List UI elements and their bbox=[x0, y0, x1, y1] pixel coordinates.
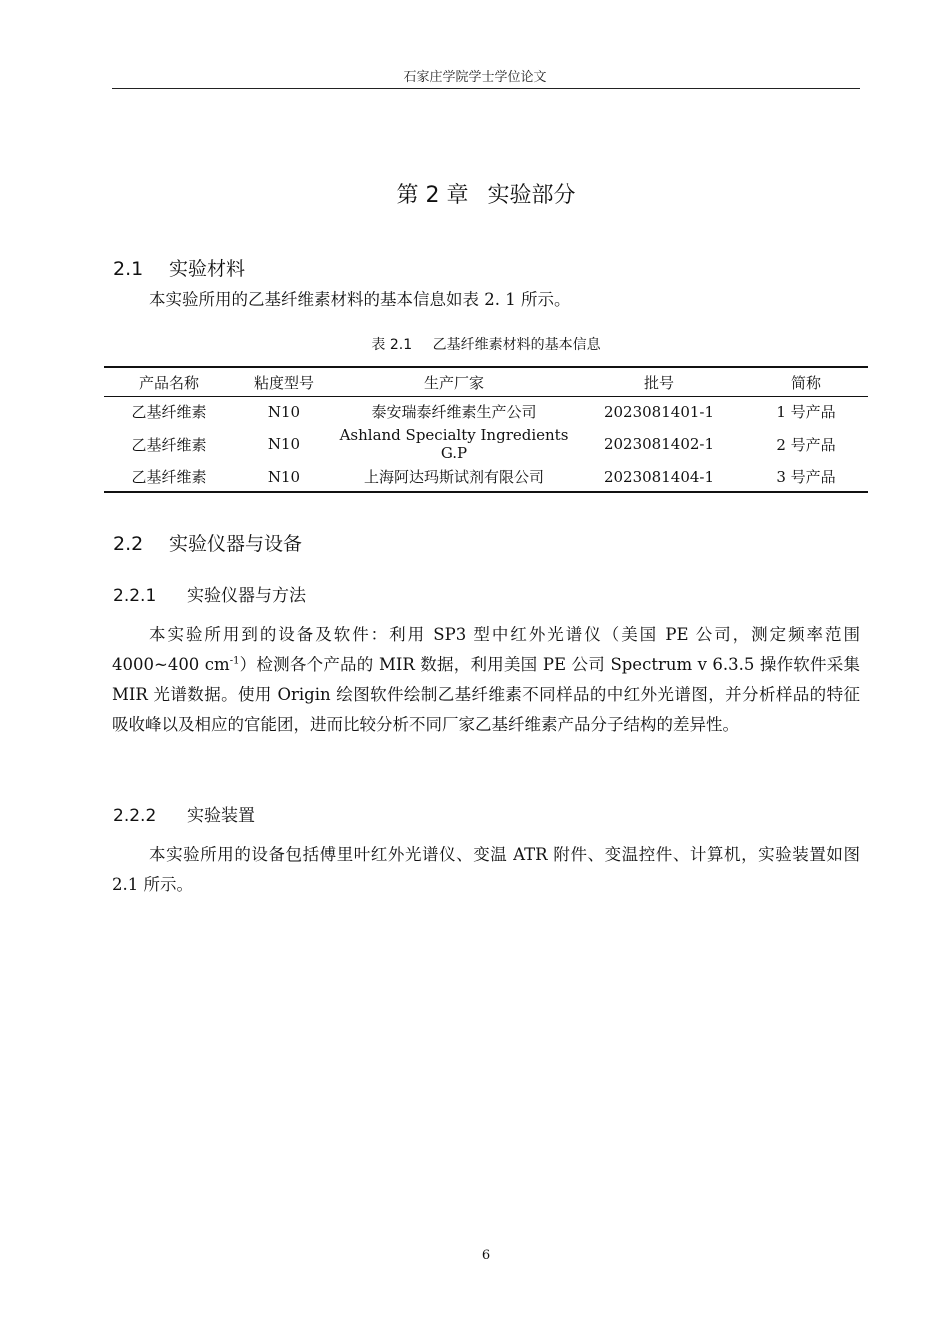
table-row bbox=[104, 397, 868, 427]
section-2-1-heading bbox=[113, 254, 245, 281]
table-cell: N10 bbox=[267, 435, 301, 453]
subsection-2-2-1-paragraph bbox=[112, 620, 860, 740]
subsection-title: 实验装置 bbox=[187, 806, 255, 826]
section-number: 2.1 bbox=[113, 258, 144, 280]
column-header: 批号 bbox=[574, 367, 744, 397]
table-cell: 2023081402-1 bbox=[603, 435, 715, 453]
table-cell: N10 bbox=[267, 467, 301, 486]
paragraph-text: ）检测各个产品的 MIR 数据，利用美国 PE 公司 Spectrum v 6.3.5 操作软件采集 MIR 光谱数据。使用 Origin 绘图软件绘制乙基纤维素不同样品的中红外光谱图，并分析样品的特征吸收峰以及相应的官能团，进而比较分析不同厂家乙基纤维素产品分子结构的差异性。 bbox=[112, 655, 860, 734]
header-rule bbox=[112, 88, 860, 89]
table-cell: 3 号产品 bbox=[776, 468, 836, 486]
subsection-number: 2.2.2 bbox=[113, 806, 157, 826]
chapter-title bbox=[0, 178, 950, 209]
table-row bbox=[104, 462, 868, 492]
table-cell: 2 号产品 bbox=[776, 435, 836, 454]
subsection-number: 2.2.1 bbox=[113, 586, 157, 606]
section-number: 2.2 bbox=[113, 533, 144, 555]
running-header: 石家庄学院学士学位论文 bbox=[403, 70, 547, 85]
paragraph-text: 本实验所用到的设备及软件：利用 SP3 型中红外光谱仪（美国 PE 公司，测定频率范围 4000~400 cm bbox=[112, 625, 860, 674]
subsection-2-2-2-heading bbox=[113, 801, 255, 826]
superscript: -1 bbox=[229, 655, 240, 667]
materials-table bbox=[104, 366, 868, 493]
table-cell: 2023081404-1 bbox=[603, 467, 715, 486]
table-cell: 1 号产品 bbox=[776, 403, 836, 421]
column-header: 简称 bbox=[744, 367, 868, 397]
table-cell: 上海阿达玛斯试剂有限公司 bbox=[363, 468, 544, 486]
table-cell: 乙基纤维素 bbox=[131, 435, 207, 454]
table-cell: 乙基纤维素 bbox=[131, 468, 207, 486]
section-title: 实验材料 bbox=[169, 258, 246, 280]
subsection-2-2-1-heading bbox=[113, 581, 306, 606]
table-cell: 2023081401-1 bbox=[603, 402, 715, 421]
table-header-row bbox=[104, 367, 868, 397]
table-cell: Ashland Specialty Ingredients G.P bbox=[339, 426, 569, 462]
table-caption-title: 乙基纤维素材料的基本信息 bbox=[432, 337, 601, 353]
column-header: 生产厂家 bbox=[334, 367, 574, 397]
table-row bbox=[104, 426, 868, 462]
table-cell: N10 bbox=[267, 402, 301, 421]
table-caption-number: 表 2.1 bbox=[371, 337, 413, 353]
subsection-title: 实验仪器与方法 bbox=[187, 586, 306, 606]
page-number: 6 bbox=[481, 1248, 491, 1263]
column-header: 产品名称 bbox=[104, 367, 234, 397]
table-cell: 乙基纤维素 bbox=[131, 403, 207, 421]
column-header: 粘度型号 bbox=[234, 367, 334, 397]
section-title: 实验仪器与设备 bbox=[169, 533, 303, 555]
table-cell: 泰安瑞泰纤维素生产公司 bbox=[371, 403, 537, 421]
chapter-number: 第 2 章 bbox=[396, 183, 469, 208]
chapter-name: 实验部分 bbox=[487, 183, 576, 208]
section-2-1-paragraph: 本实验所用的乙基纤维素材料的基本信息如表 2. 1 所示。 bbox=[149, 290, 571, 309]
subsection-2-2-2-paragraph: 本实验所用的设备包括傅里叶红外光谱仪、变温 ATR 附件、变温控件、计算机，实验装置如图 2.1 所示。 bbox=[112, 845, 860, 894]
section-2-2-heading bbox=[113, 529, 302, 556]
table-caption bbox=[0, 334, 950, 354]
